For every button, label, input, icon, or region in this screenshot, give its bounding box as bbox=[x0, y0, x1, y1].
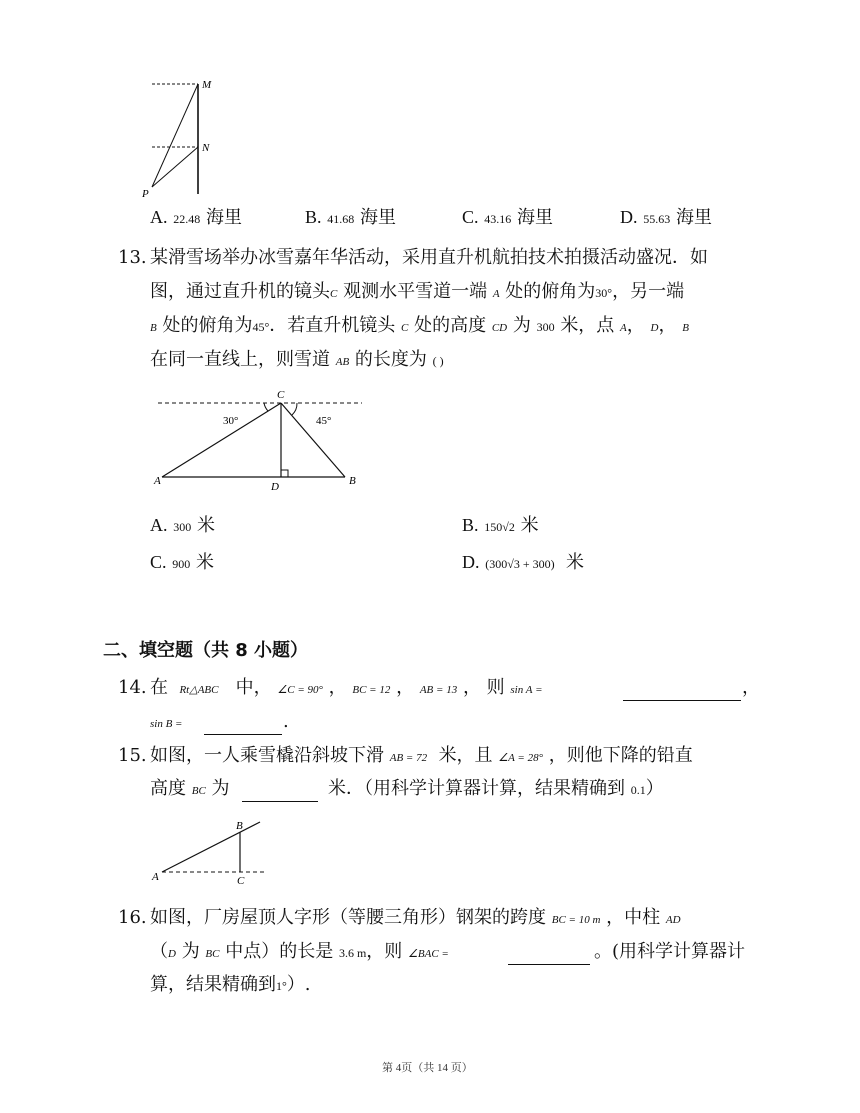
q12-option-c: C. 43.16 海里 bbox=[462, 207, 553, 228]
section-heading: 二、填空题（共 8 小题） bbox=[103, 640, 309, 661]
label-angle-45: 45° bbox=[316, 415, 332, 427]
q15-line2b: 米．（用科学计算器计算，结果精确到 0.1） bbox=[328, 778, 664, 799]
q16-line2: （D 为 BC 中点）的长是 3.6 m，则 ∠BAC = bbox=[150, 941, 449, 962]
label-N: N bbox=[202, 142, 210, 154]
q14-period: . bbox=[283, 711, 289, 732]
q13-line1: 某滑雪场举办冰雪嘉年华活动，采用直升机航拍技术拍摄活动盛况．如 bbox=[150, 247, 708, 268]
q13-option-d: D. (300√3 + 300) 米 bbox=[462, 552, 585, 573]
q12-option-d: D. 55.63 海里 bbox=[620, 207, 712, 228]
q16-line1: 如图，厂房屋顶人字形（等腰三角形）钢架的跨度 BC = 10 m ，中柱 AD bbox=[150, 907, 681, 928]
q14-blank-sinB[interactable] bbox=[204, 714, 282, 735]
q13-option-b: B. 150√2 米 bbox=[462, 515, 539, 536]
label-angle-30: 30° bbox=[223, 415, 239, 427]
label-A: A bbox=[152, 871, 159, 883]
q14-comma: ， bbox=[742, 677, 760, 698]
page-footer: 第 4页（共 14 页） bbox=[382, 1062, 473, 1074]
q13-number: 13. bbox=[118, 247, 147, 268]
label-B: B bbox=[236, 820, 243, 832]
label-D: D bbox=[271, 481, 279, 493]
q13-line3: B 处的俯角为45°．若直升机镜头 C 处的高度 CD 为 300 米，点 A， D， B bbox=[150, 315, 689, 336]
q16-blank[interactable] bbox=[508, 944, 590, 965]
q13-line4: 在同一直线上，则雪道 AB 的长度为 ( ) bbox=[150, 349, 444, 370]
label-B: B bbox=[349, 475, 356, 487]
q14-line1: 在 Rt△ABC 中， ∠C = 90° ， BC = 12 ， AB = 13 ， 则 sin A = bbox=[150, 677, 543, 698]
q14-number: 14. bbox=[118, 677, 147, 698]
q16-number: 16. bbox=[118, 907, 147, 928]
label-C: C bbox=[237, 875, 245, 887]
q16-line2b: 。(用科学计算器计 bbox=[594, 941, 746, 962]
q13-option-a: A. 300 米 bbox=[150, 515, 215, 536]
figure-q15 bbox=[148, 816, 274, 888]
q13-line2: 图，通过直升机的镜头C 观测水平雪道一端 A 处的俯角为30°，另一端 bbox=[150, 281, 685, 302]
q15-line2: 高度 BC 为 bbox=[150, 778, 230, 799]
q15-line1: 如图，一人乘雪橇沿斜坡下滑 AB = 72 米，且 ∠A = 28° ，则他下降的铅直 bbox=[150, 745, 693, 766]
figure-q13 bbox=[150, 384, 370, 494]
q12-option-a: A. 22.48 海里 bbox=[150, 207, 242, 228]
q15-number: 15. bbox=[118, 745, 147, 766]
q13-option-c: C. 900 米 bbox=[150, 552, 214, 573]
figure-q12 bbox=[138, 74, 228, 200]
q15-blank[interactable] bbox=[242, 781, 318, 802]
label-A: A bbox=[154, 475, 161, 487]
label-M: M bbox=[202, 79, 212, 91]
q12-option-b: B. 41.68 海里 bbox=[305, 207, 396, 228]
label-P: P bbox=[142, 188, 149, 200]
label-C: C bbox=[277, 389, 285, 401]
q16-line3: 算，结果精确到1°）. bbox=[150, 974, 311, 995]
q14-line2: sin B = bbox=[150, 718, 183, 730]
q14-blank-sinA[interactable] bbox=[623, 680, 741, 701]
